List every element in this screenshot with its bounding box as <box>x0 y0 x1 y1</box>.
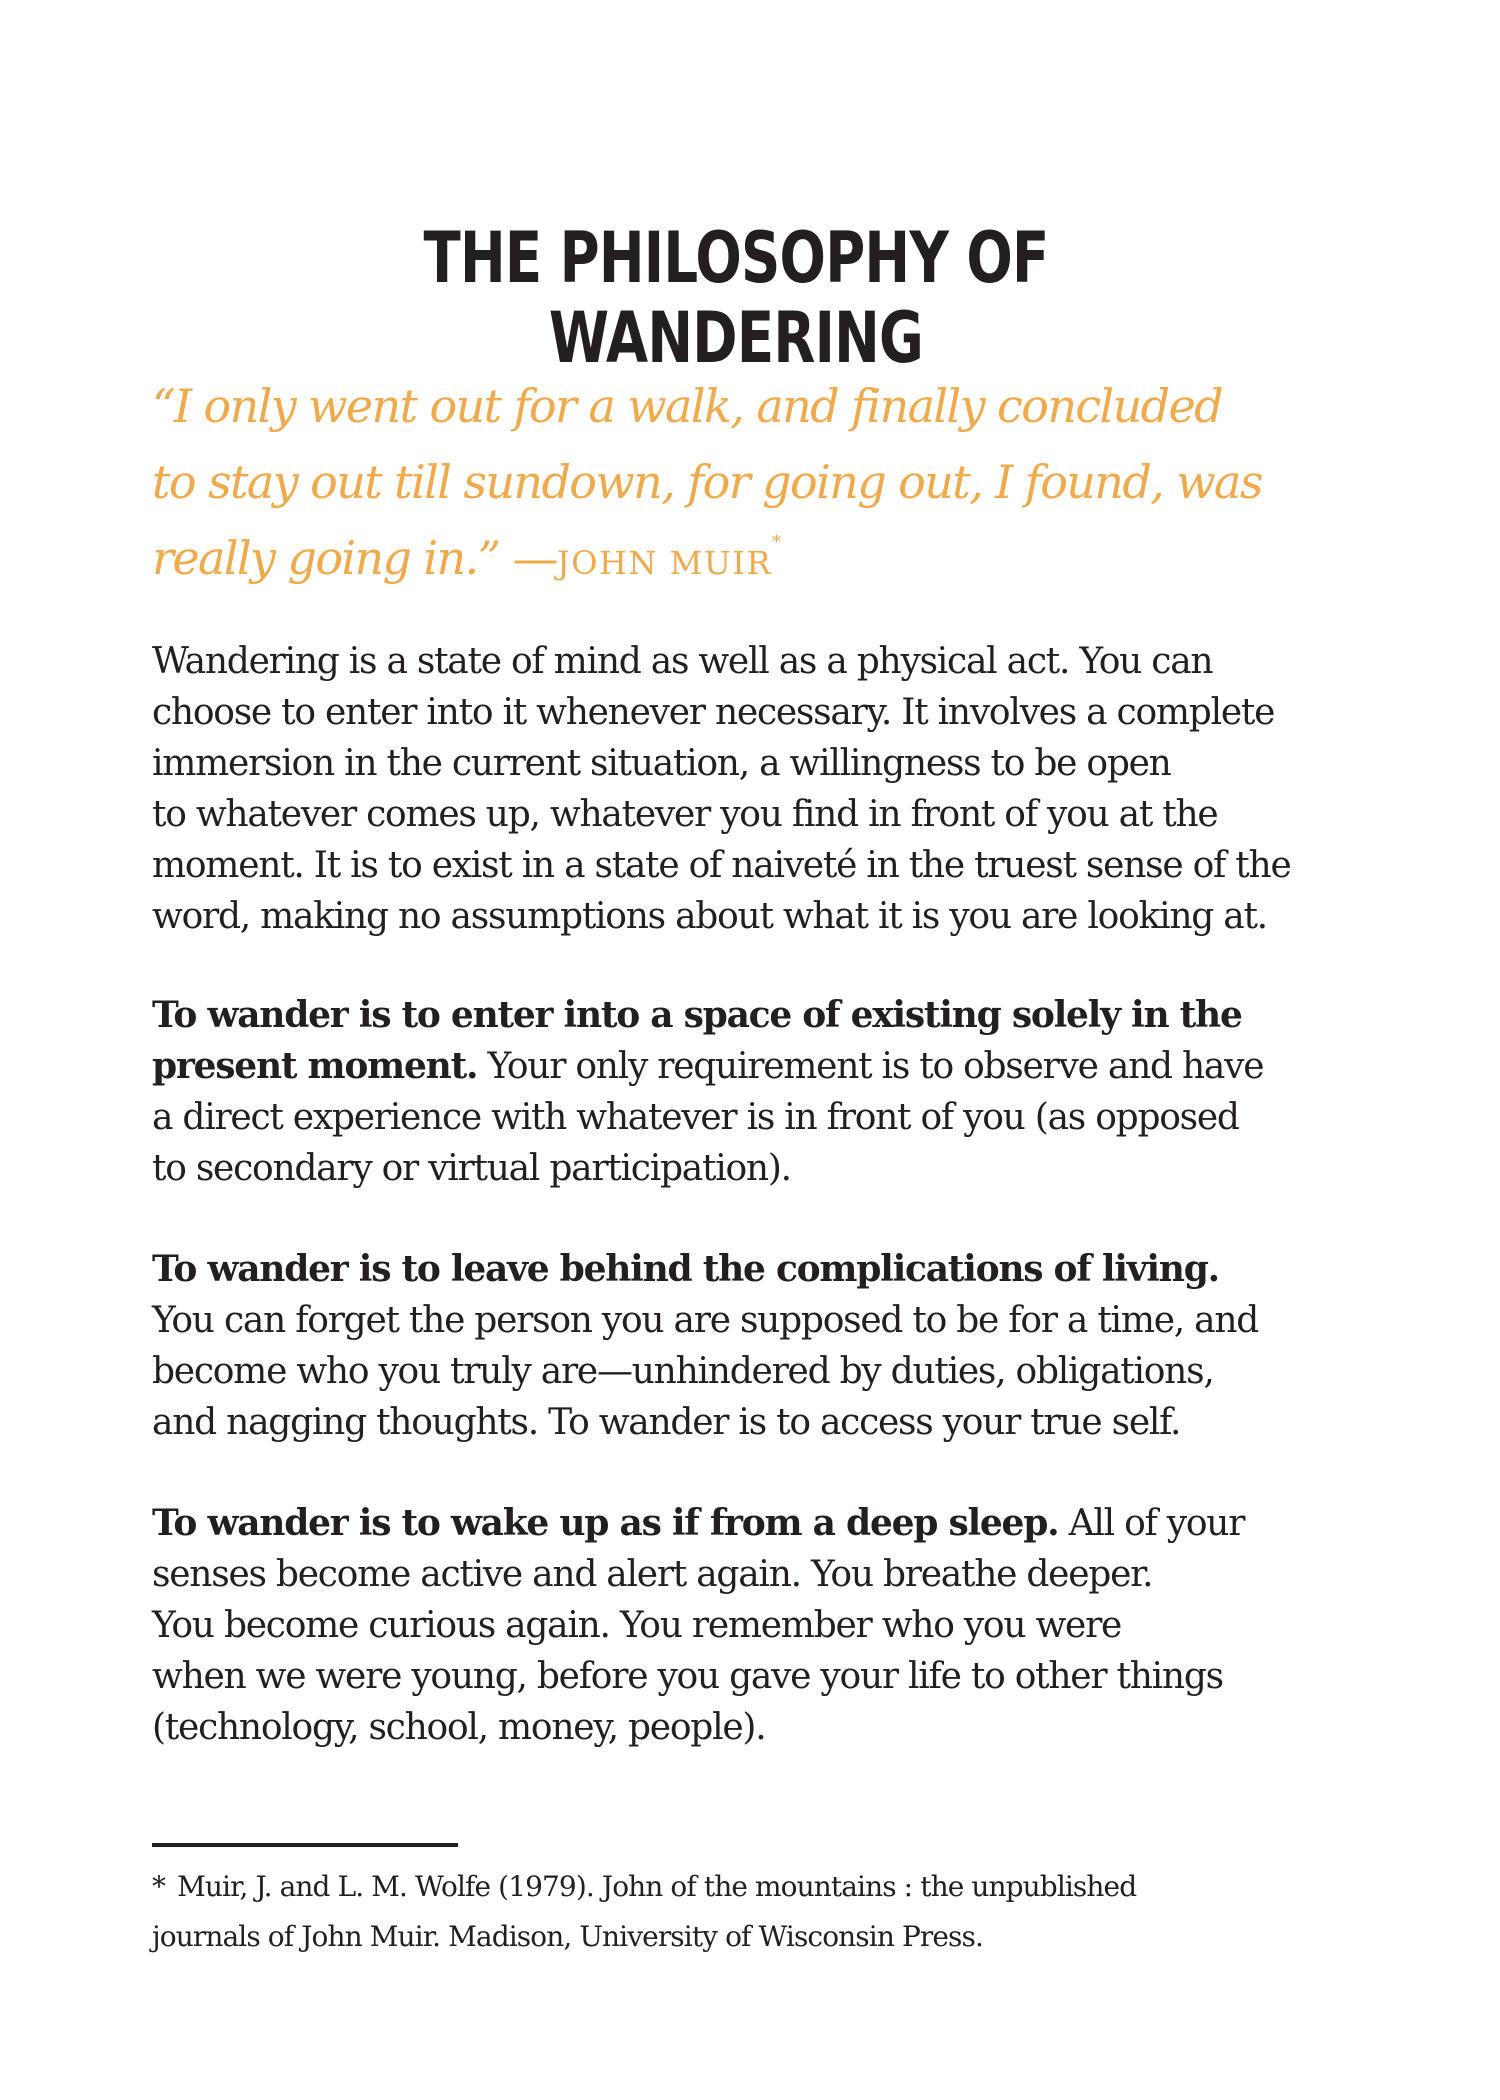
paragraph-4-lead: To wander is to wake up as if from a deep sleep. <box>152 1502 1059 1544</box>
footnote-line-1: Muir, J. and L. M. Wolfe (1979). John of the mountains : the unpublished <box>177 1870 1137 1903</box>
footnote-divider <box>152 1843 458 1847</box>
paragraph-1 <box>152 636 1352 942</box>
epigraph-quote <box>152 368 1352 601</box>
paragraph-1-line: choose to enter into it whenever necessary. It involves a complete <box>152 692 1275 733</box>
paragraph-4-line: (technology, school, money, people). <box>152 1707 766 1748</box>
paragraph-1-line: word, making no assumptions about what it is you are looking at. <box>152 896 1267 937</box>
footnote-reference: * <box>772 532 782 553</box>
paragraph-2-lead-end: present moment. <box>152 1045 478 1087</box>
paragraph-1-line: Wandering is a state of mind as well as a physical act. You can <box>152 641 1213 682</box>
paragraph-4-text: All of your <box>1058 1503 1245 1544</box>
paragraph-1-line: to whatever comes up, whatever you find in front of you at the <box>152 794 1218 835</box>
paragraph-4-line: You become curious again. You remember who you were <box>152 1605 1122 1646</box>
paragraph-4-line: when we were young, before you gave your life to other things <box>152 1656 1223 1697</box>
paragraph-4-line: senses become active and alert again. You breathe deeper. <box>152 1554 1153 1595</box>
paragraph-3-line: and nagging thoughts. To wander is to access your true self. <box>152 1402 1181 1443</box>
paragraph-4 <box>152 1498 1352 1753</box>
epigraph-attribution: JOHN MUIR <box>556 544 773 582</box>
paragraph-3-line: become who you truly are—unhindered by duties, obligations, <box>152 1351 1214 1392</box>
paragraph-2-line: to secondary or virtual participation). <box>152 1148 791 1189</box>
footnote <box>152 1862 1352 1962</box>
paragraph-3 <box>152 1244 1352 1448</box>
paragraph-2 <box>152 990 1352 1194</box>
page-title: THE PHILOSOPHY OF WANDERING <box>423 217 1049 379</box>
paragraph-2-text: Your only requirement is to observe and have <box>477 1046 1264 1087</box>
footnote-line-2: journals of John Muir. Madison, University of Wisconsin Press. <box>152 1920 983 1953</box>
paragraph-2-lead: To wander is to enter into a space of existing solely in the <box>152 994 1242 1036</box>
footnote-marker: * <box>152 1870 166 1903</box>
paragraph-3-lead: To wander is to leave behind the complications of living. <box>152 1248 1219 1290</box>
epigraph-line-2: to stay out till sundown, for going out, I found, was <box>152 455 1262 509</box>
paragraph-1-line: immersion in the current situation, a willingness to be open <box>152 743 1171 784</box>
epigraph-line-1: “I only went out for a walk, and finally concluded <box>152 379 1222 433</box>
paragraph-1-line: moment. It is to exist in a state of naiveté in the truest sense of the <box>152 845 1291 886</box>
epigraph-line-3: really going in.” — <box>152 531 557 585</box>
paragraph-3-line: You can forget the person you are supposed to be for a time, and <box>152 1300 1259 1341</box>
paragraph-2-line: a direct experience with whatever is in front of you (as opposed <box>152 1097 1239 1138</box>
